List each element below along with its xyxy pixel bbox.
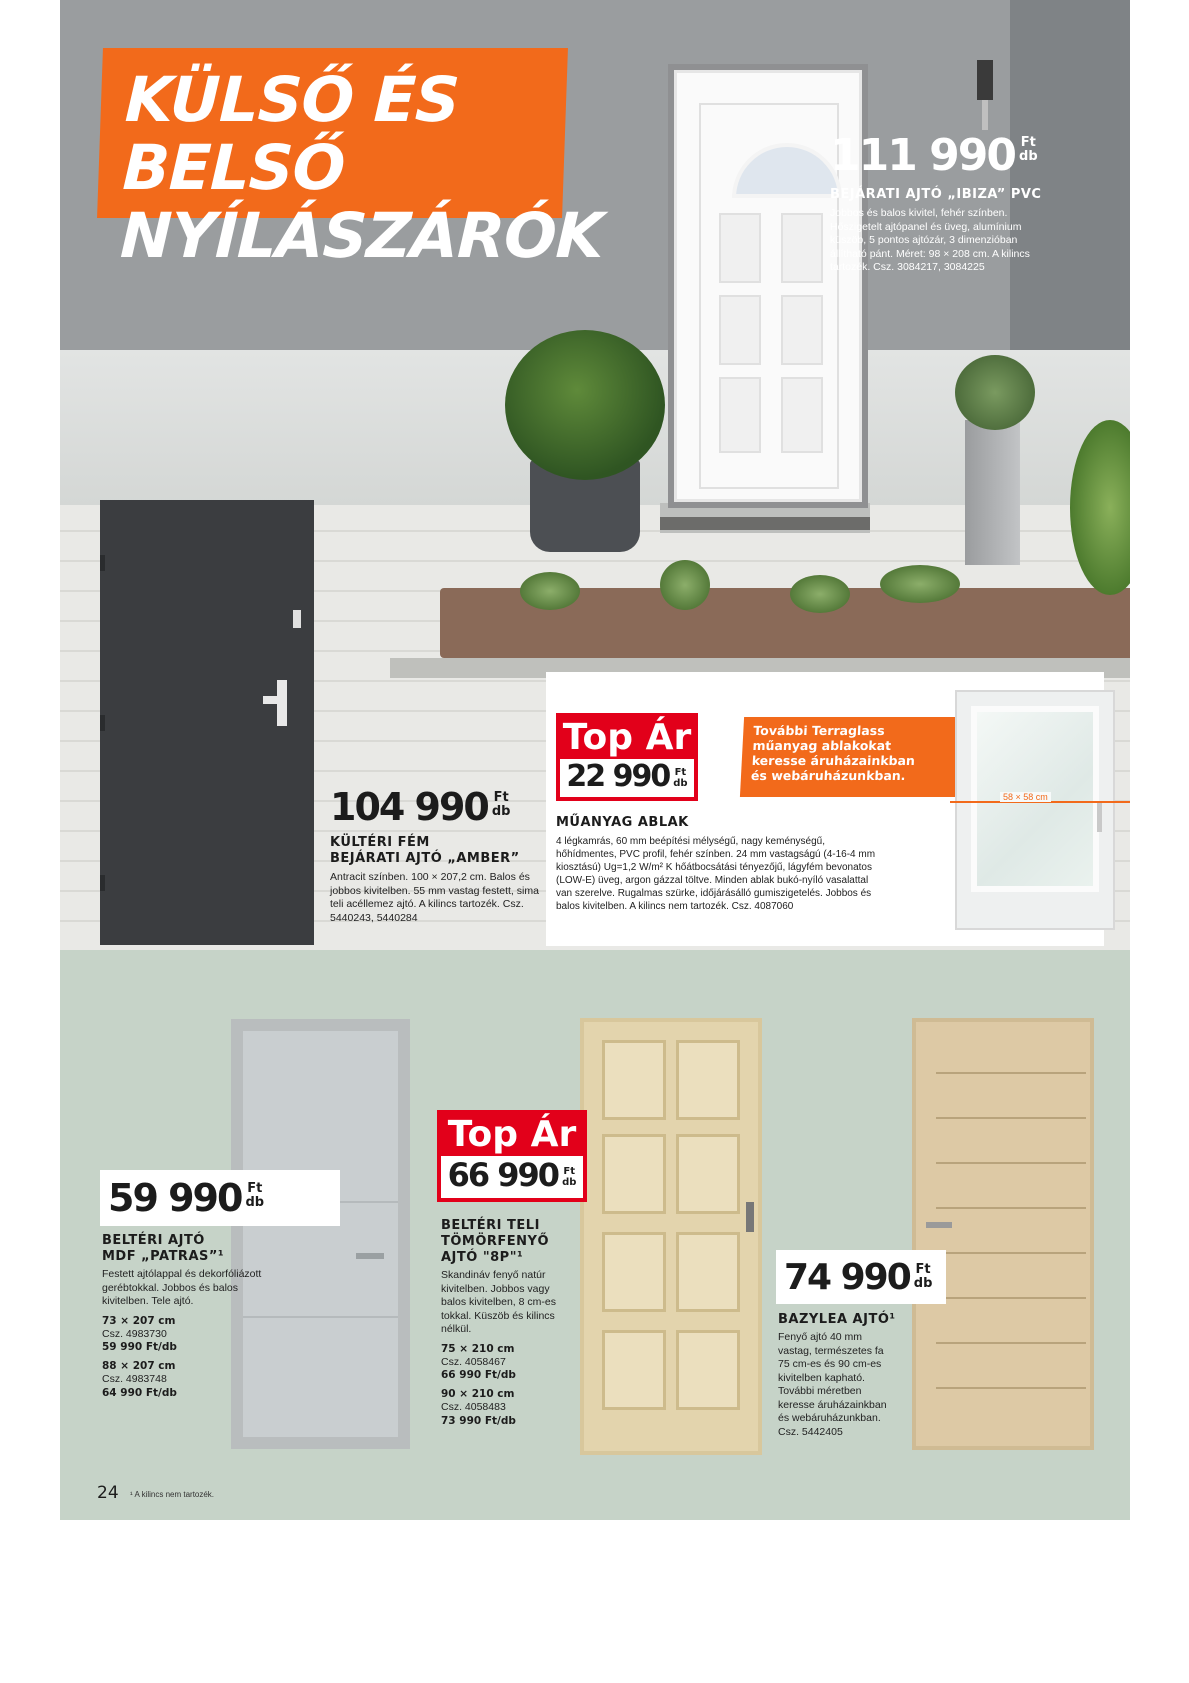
patras-name-line-2: MDF „PATRAS”¹ <box>102 1249 225 1264</box>
window-dimension: 58 × 58 cm <box>1000 792 1051 802</box>
patras-code-2: Csz. 4983748 <box>102 1373 167 1385</box>
bazylea-name: BAZYLEA AJTÓ¹ <box>778 1312 896 1327</box>
window-image <box>955 690 1115 930</box>
pine-text <box>441 1218 571 1428</box>
amber-description: Antracit színben. 100 × 207,2 cm. Balos és jobbos kivitelben. 55 mm vastag festett, sima teli acéllemez ajtó. A kilincs tartozék. Csz. 5440243, 5440284 <box>330 871 539 924</box>
top-ar-label: Top Ár <box>560 717 694 759</box>
door-handle <box>926 1222 952 1228</box>
bazylea-text <box>778 1312 898 1439</box>
catalog-page <box>60 0 1130 1520</box>
ibiza-description: Jobbos és balos kivitel, fehér színben. Hőszigetelt ajtópanel és üveg, alumínium küszöb, 5 pontos ajtózár, 3 dimenzióban állítható pánt. Méret: 98 × 208 cm. A kilincs tartozék. Csz. 3084217, 3084225 <box>830 207 1030 273</box>
small-plant <box>520 572 580 610</box>
headline-line-1: KÜLSŐ ÉS BELSŐ <box>121 63 461 204</box>
headline-line-2: NYÍLÁSZÁRÓK <box>119 199 605 272</box>
amber-offer <box>330 785 550 925</box>
pine-price: 66 990 Ft db <box>447 1156 577 1194</box>
boxwood-bush <box>505 330 665 480</box>
price-unit: Ft db <box>491 790 511 819</box>
door-handle <box>746 1202 754 1232</box>
pine-code-1: Csz. 4058467 <box>441 1355 506 1368</box>
page-number: 24 <box>97 1483 119 1503</box>
patras-size-1: 73 × 207 cm <box>102 1314 176 1327</box>
window-text <box>556 815 886 913</box>
terraglass-note: További Terraglass műanyag ablakokat keresse áruházainkban és webáruházunkban. <box>740 717 969 797</box>
pine-code-2: Csz. 4058483 <box>441 1401 506 1413</box>
ibiza-price: 111 990 Ft db <box>830 130 1038 181</box>
stone-planter <box>965 420 1020 565</box>
amber-name-line-1: KÜLTÉRI FÉM <box>330 835 430 850</box>
door-lock <box>293 610 301 628</box>
bazylea-door-image <box>912 1018 1094 1450</box>
amber-price: 104 990 Ft db <box>330 785 511 829</box>
patras-price: 59 990 Ft db <box>108 1176 265 1220</box>
window-price: 22 990 Ft db <box>566 759 688 794</box>
pine-door-image <box>580 1018 762 1455</box>
pine-description: Skandináv fenyő natúr kivitelben. Jobbos vagy balos kivitelben, 8 cm-es tokkal. Küszöb és kilincs nélkül. <box>441 1269 556 1335</box>
window-handle <box>1097 802 1102 832</box>
price-unit: Ft db <box>1019 135 1038 164</box>
pine-size-2: 90 × 210 cm <box>441 1388 515 1400</box>
window-description: 4 légkamrás, 60 mm beépítési mélységű, nagy keménységű, hőhídmentes, PVC profil, fehér színben. 24 mm vastagságú (4-16-4 mm kiosztású) Ug=1,2 W/m² K hőátbocsátási tényezőjű, lágyfém bevonatos (LOW-E) üveg, argon gázzal töltve. Minden ablak bukó-nyíló vasalattal van szerelve. Rugalmas szürke, időjárásálló gumiszigetelés. Jobbos és balos kivitelben. A kilincs nem tartozék. Csz. 4087060 <box>556 836 876 912</box>
patras-code-1: Csz. 4983730 <box>102 1327 167 1340</box>
planter-plant <box>955 355 1035 430</box>
wall-lamp <box>977 60 993 100</box>
small-plant <box>790 575 850 613</box>
patras-size-2: 88 × 207 cm <box>102 1360 176 1372</box>
headline-banner <box>97 48 605 272</box>
window-name: MŰANYAG ABLAK <box>556 815 689 830</box>
ibiza-name: BEJÁRATI AJTÓ „IBIZA” PVC <box>830 187 1042 202</box>
pine-top-ar-badge <box>437 1110 587 1202</box>
amber-door-image <box>100 500 314 945</box>
bazylea-description: Fenyő ajtó 40 mm vastag, természetes fa 75 cm-es és 90 cm-es kivitelben kapható. További méretben keresse áruházainkban és webáruházunkban. Csz. 5442405 <box>778 1331 887 1438</box>
pine-size-1: 75 × 210 cm <box>441 1342 515 1355</box>
top-ar-label: Top Ár <box>441 1114 583 1156</box>
footnote: ¹ A kilincs nem tartozék. <box>130 1490 215 1499</box>
patras-description: Festett ajtólappal és dekorfóliázott gerébtokkal. Jobbos és balos kivitelben. Tele ajtó. <box>102 1268 262 1307</box>
patras-text <box>102 1233 262 1400</box>
patras-name-line-1: BELTÉRI AJTÓ <box>102 1233 205 1248</box>
door-mat <box>660 517 870 530</box>
patras-price-2: 64 990 Ft/db <box>102 1386 177 1399</box>
pine-name-line-3: AJTÓ "8P"¹ <box>441 1250 524 1265</box>
bazylea-price-tag <box>776 1250 946 1304</box>
pine-price-1: 66 990 Ft/db <box>441 1369 516 1381</box>
amber-name-line-2: BEJÁRATI AJTÓ „AMBER” <box>330 851 520 866</box>
pine-name-line-2: TÖMÖRFENYŐ <box>441 1234 550 1249</box>
bazylea-price: 74 990 Ft db <box>784 1256 933 1298</box>
small-plant <box>660 560 710 610</box>
ibiza-offer <box>830 130 1050 275</box>
window-top-ar-badge <box>556 713 698 801</box>
patras-price-tag <box>100 1170 340 1226</box>
pine-price-2: 73 990 Ft/db <box>441 1414 516 1427</box>
wall-lamp-light <box>982 100 988 130</box>
small-plant <box>880 565 960 603</box>
pine-name-line-1: BELTÉRI TELI <box>441 1218 540 1233</box>
patras-price-1: 59 990 Ft/db <box>102 1341 177 1353</box>
door-handle <box>356 1253 384 1259</box>
